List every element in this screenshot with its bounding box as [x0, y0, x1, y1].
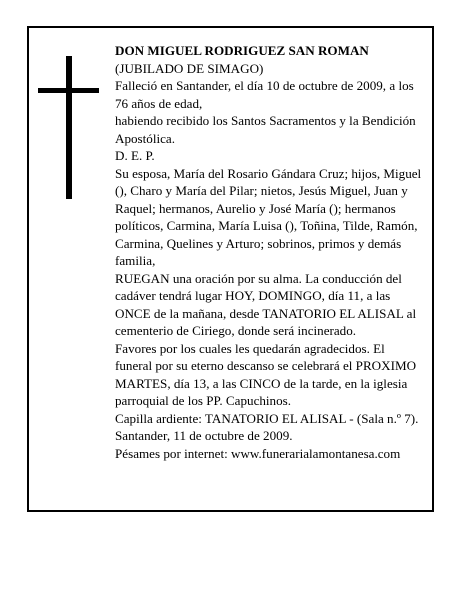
family-list: Su esposa, María del Rosario Gándara Cruz; hijos, Miguel (), Charo y María del Pilar; nietos, Jesús Miguel, Juan y Raquel; hermanos, Aurelio y José María (); hermanos políticos, Carmina, María Luisa (), Toñina, Tilde, Ramón, Carmina, Quelines y Arturo; sobrinos, primos y demás familia,: [115, 165, 422, 268]
funeral-procession: RUEGAN una oración por su alma. La conducción del cadáver tendrá lugar HOY, DOMINGO, día 11, a las ONCE de la mañana, desde TANATORIO EL ALISAL al cementerio de Ciriego, donde será incinerado.: [115, 270, 417, 338]
rest-in-peace: D. E. P.: [115, 148, 155, 163]
obituary-notice: [27, 26, 434, 512]
place-date: Santander, 11 de octubre de 2009.: [115, 428, 293, 443]
former-occupation: (JUBILADO DE SIMAGO): [115, 60, 264, 76]
death-statement: Falleció en Santander, el día 10 de octubre de 2009, a los 76 años de edad,: [115, 78, 414, 111]
cross-icon-vertical-bar: [66, 56, 72, 199]
obituary-text: [115, 42, 423, 462]
online-condolences: Pésames por internet: www.funerarialamontanesa.com: [115, 445, 401, 461]
sacraments-statement: habiendo recibido los Santos Sacramentos y la Bendición Apostólica.: [115, 113, 416, 146]
deceased-name: DON MIGUEL RODRIGUEZ SAN ROMAN: [115, 43, 369, 58]
funeral-mass: Favores por los cuales les quedarán agradecidos. El funeral por su eterno descanso se celebrará el PROXIMO MARTES, día 13, a las CINCO de la tarde, en la iglesia parroquial de los PP. Capuchinos.: [115, 340, 417, 408]
chapel-info: Capilla ardiente: TANATORIO EL ALISAL - (Sala n.º 7).: [115, 410, 419, 426]
cross-icon-horizontal-bar: [38, 88, 99, 93]
